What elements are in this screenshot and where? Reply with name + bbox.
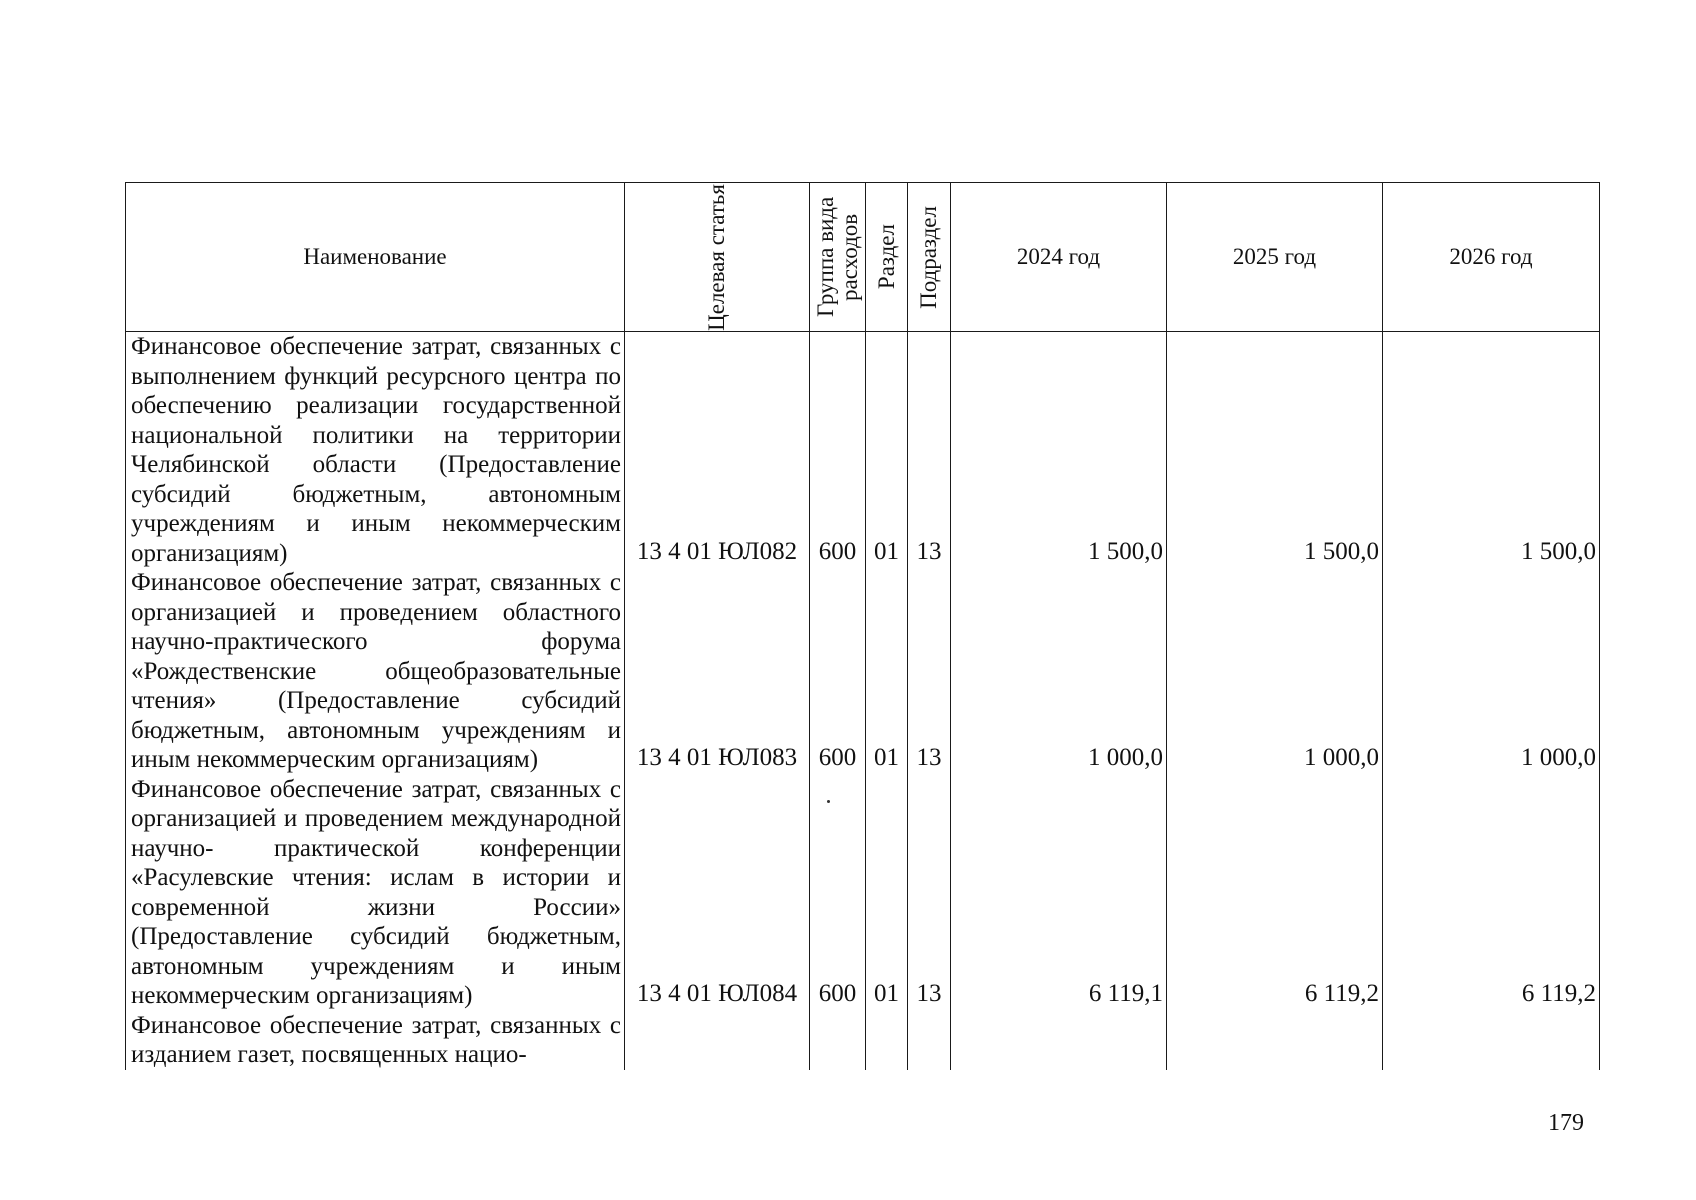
row-name: Финансовое обеспечение затрат, связанных с организацией и проведением областного научно-практического форума «Рождественские общеобразовательные чтения» (Предоставление субсидий бюджетным, автономным учреждениям и иным некоммерческим организациям) <box>126 568 625 775</box>
row-2024: 1 000,0 <box>951 568 1167 775</box>
table-row <box>126 775 1600 1011</box>
table-row <box>126 1011 1600 1070</box>
table-row <box>126 568 1600 775</box>
row-section: 01 <box>866 332 908 569</box>
row-2024: 1 500,0 <box>951 332 1167 569</box>
row-2026: 1 000,0 <box>1383 568 1600 775</box>
header-row <box>126 183 1600 332</box>
row-expense-group: 600 <box>810 775 866 1011</box>
budget-table <box>125 182 1600 1070</box>
header-2024: 2024 год <box>951 183 1167 332</box>
header-section <box>866 183 908 332</box>
row-expense-group <box>810 1011 866 1070</box>
header-expense-group <box>810 183 866 332</box>
row-2025: 1 000,0 <box>1167 568 1383 775</box>
row-target-article <box>625 1011 810 1070</box>
header-section-label: Раздел <box>873 224 899 290</box>
row-2025 <box>1167 1011 1383 1070</box>
row-section <box>866 1011 908 1070</box>
row-section: 01 <box>866 568 908 775</box>
header-name: Наименование <box>126 183 625 332</box>
header-2026: 2026 год <box>1383 183 1600 332</box>
row-target-article: 13 4 01 ЮЛ082 <box>625 332 810 569</box>
scan-speck <box>827 800 830 803</box>
header-subsection-label: Подраздел <box>916 205 941 309</box>
row-2024 <box>951 1011 1167 1070</box>
header-target-article <box>625 183 810 332</box>
row-subsection: 13 <box>908 568 951 775</box>
header-2025: 2025 год <box>1167 183 1383 332</box>
header-target-article-label: Целевая статья <box>704 183 729 331</box>
row-expense-group: 600 <box>810 568 866 775</box>
row-subsection: 13 <box>908 332 951 569</box>
table-row <box>126 332 1600 569</box>
header-subsection <box>908 183 951 332</box>
row-subsection: 13 <box>908 775 951 1011</box>
row-2025: 1 500,0 <box>1167 332 1383 569</box>
row-name: Финансовое обеспечение затрат, связанных с выполнением функций ресурсного центра по обеспечению реализации государственной национальной политики на территории Челябинской области (Предоставление субсидий бюджетным, автономным учреждениям и иным некоммерческим организациям) <box>126 332 625 569</box>
row-target-article: 13 4 01 ЮЛ084 <box>625 775 810 1011</box>
row-2024: 6 119,1 <box>951 775 1167 1011</box>
row-expense-group: 600 <box>810 332 866 569</box>
row-target-article: 13 4 01 ЮЛ083 <box>625 568 810 775</box>
row-2025: 6 119,2 <box>1167 775 1383 1011</box>
page-number: 179 <box>1548 1110 1584 1136</box>
row-name: Финансовое обеспечение затрат, связанных с изданием газет, посвященных нацио- <box>126 1011 625 1070</box>
row-2026 <box>1383 1011 1600 1070</box>
row-2026: 6 119,2 <box>1383 775 1600 1011</box>
row-section: 01 <box>866 775 908 1011</box>
row-subsection <box>908 1011 951 1070</box>
header-expense-group-label: Группа вида расходов <box>812 196 862 318</box>
row-2026: 1 500,0 <box>1383 332 1600 569</box>
row-name: Финансовое обеспечение затрат, связанных с организацией и проведением международной научно- практической конференции «Расулевские чтения: ислам в истории и современной жизни России» (Предоставление субсидий бюджетным, автономным учреждениям и иным некоммерческим организациям) <box>126 775 625 1011</box>
